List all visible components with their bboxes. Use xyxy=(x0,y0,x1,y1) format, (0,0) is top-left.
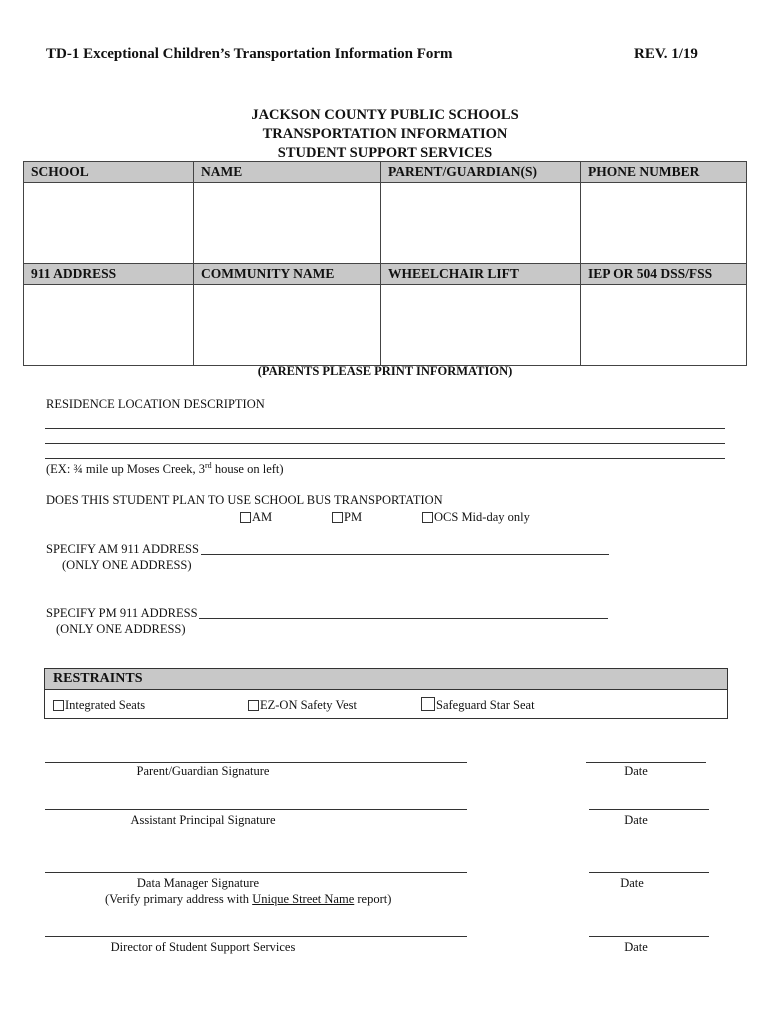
verify-address-note: (Verify primary address with Unique Street Name report) xyxy=(105,892,392,906)
parent-guardian-field[interactable] xyxy=(381,183,581,264)
parent-date-line[interactable] xyxy=(586,762,706,763)
data-manager-signature-line[interactable] xyxy=(45,872,467,873)
iep-504-field[interactable] xyxy=(581,285,747,366)
restraints-box xyxy=(44,668,728,719)
safeguard-seat-checkbox[interactable] xyxy=(421,697,435,711)
residence-line-3[interactable] xyxy=(45,458,725,459)
ez-on-vest-checkbox[interactable] xyxy=(248,700,259,711)
am-option[interactable]: AM xyxy=(240,510,272,525)
residence-line-2[interactable] xyxy=(45,443,725,444)
wheelchair-lift-header: WHEELCHAIR LIFT xyxy=(381,264,581,285)
iep-504-header: IEP OR 504 DSS/FSS xyxy=(581,264,747,285)
form-title: TD-1 Exceptional Children’s Transportation Information Form xyxy=(46,46,453,62)
title-line-1: JACKSON COUNTY PUBLIC SCHOOLS xyxy=(251,107,519,123)
phone-number-header: PHONE NUMBER xyxy=(581,162,747,183)
am-address-note: (ONLY ONE ADDRESS) xyxy=(62,558,192,572)
pm-address-note: (ONLY ONE ADDRESS) xyxy=(56,622,186,636)
print-note: (PARENTS PLEASE PRINT INFORMATION) xyxy=(257,364,513,378)
data-manager-date-line[interactable] xyxy=(589,872,709,873)
pm-checkbox[interactable] xyxy=(332,512,343,523)
revision-label: REV. 1/19 xyxy=(634,46,698,62)
restraints-title: RESTRAINTS xyxy=(45,669,727,690)
911-address-header: 911 ADDRESS xyxy=(24,264,194,285)
principal-date-line[interactable] xyxy=(589,809,709,810)
director-signature-label: Director of Student Support Services xyxy=(110,940,296,954)
residence-line-1[interactable] xyxy=(45,428,725,429)
911-address-field[interactable] xyxy=(24,285,194,366)
parent-guardian-header: PARENT/GUARDIAN(S) xyxy=(381,162,581,183)
title-line-3: STUDENT SUPPORT SERVICES xyxy=(277,145,493,161)
pm-option[interactable]: PM xyxy=(332,510,362,525)
director-date-line[interactable] xyxy=(589,936,709,937)
wheelchair-lift-field[interactable] xyxy=(381,285,581,366)
community-name-field[interactable] xyxy=(194,285,381,366)
title-line-2: TRANSPORTATION INFORMATION xyxy=(262,126,508,142)
school-field[interactable] xyxy=(24,183,194,264)
name-field[interactable] xyxy=(194,183,381,264)
data-manager-date-label: Date xyxy=(620,876,644,890)
principal-signature-label: Assistant Principal Signature xyxy=(130,813,276,827)
am-address-label: SPECIFY AM 911 ADDRESS xyxy=(46,542,199,556)
data-manager-signature-label: Data Manager Signature xyxy=(136,876,260,890)
integrated-seats-checkbox[interactable] xyxy=(53,700,64,711)
parent-date-label: Date xyxy=(624,764,648,778)
name-header: NAME xyxy=(194,162,381,183)
community-name-header: COMMUNITY NAME xyxy=(194,264,381,285)
parent-signature-label: Parent/Guardian Signature xyxy=(136,764,270,778)
residence-example: (EX: ¾ mile up Moses Creek, 3rd house on left) xyxy=(46,461,284,477)
phone-number-field[interactable] xyxy=(581,183,747,264)
director-date-label: Date xyxy=(624,940,648,954)
bus-question: DOES THIS STUDENT PLAN TO USE SCHOOL BUS TRANSPORTATION xyxy=(46,493,443,507)
principal-date-label: Date xyxy=(624,813,648,827)
director-signature-line[interactable] xyxy=(45,936,467,937)
pm-address-label: SPECIFY PM 911 ADDRESS xyxy=(46,606,198,620)
school-header: SCHOOL xyxy=(24,162,194,183)
student-info-table xyxy=(23,161,747,366)
residence-label: RESIDENCE LOCATION DESCRIPTION xyxy=(46,397,265,411)
integrated-seats-option[interactable]: Integrated Seats xyxy=(53,698,145,713)
principal-signature-line[interactable] xyxy=(45,809,467,810)
ez-on-vest-option[interactable]: EZ-ON Safety Vest xyxy=(248,698,357,713)
am-address-line[interactable] xyxy=(201,554,609,555)
pm-address-line[interactable] xyxy=(199,618,608,619)
parent-signature-line[interactable] xyxy=(45,762,467,763)
safeguard-seat-option[interactable]: Safeguard Star Seat xyxy=(421,698,535,713)
ocs-checkbox[interactable] xyxy=(422,512,433,523)
ocs-option[interactable]: OCS Mid-day only xyxy=(422,510,530,525)
am-checkbox[interactable] xyxy=(240,512,251,523)
